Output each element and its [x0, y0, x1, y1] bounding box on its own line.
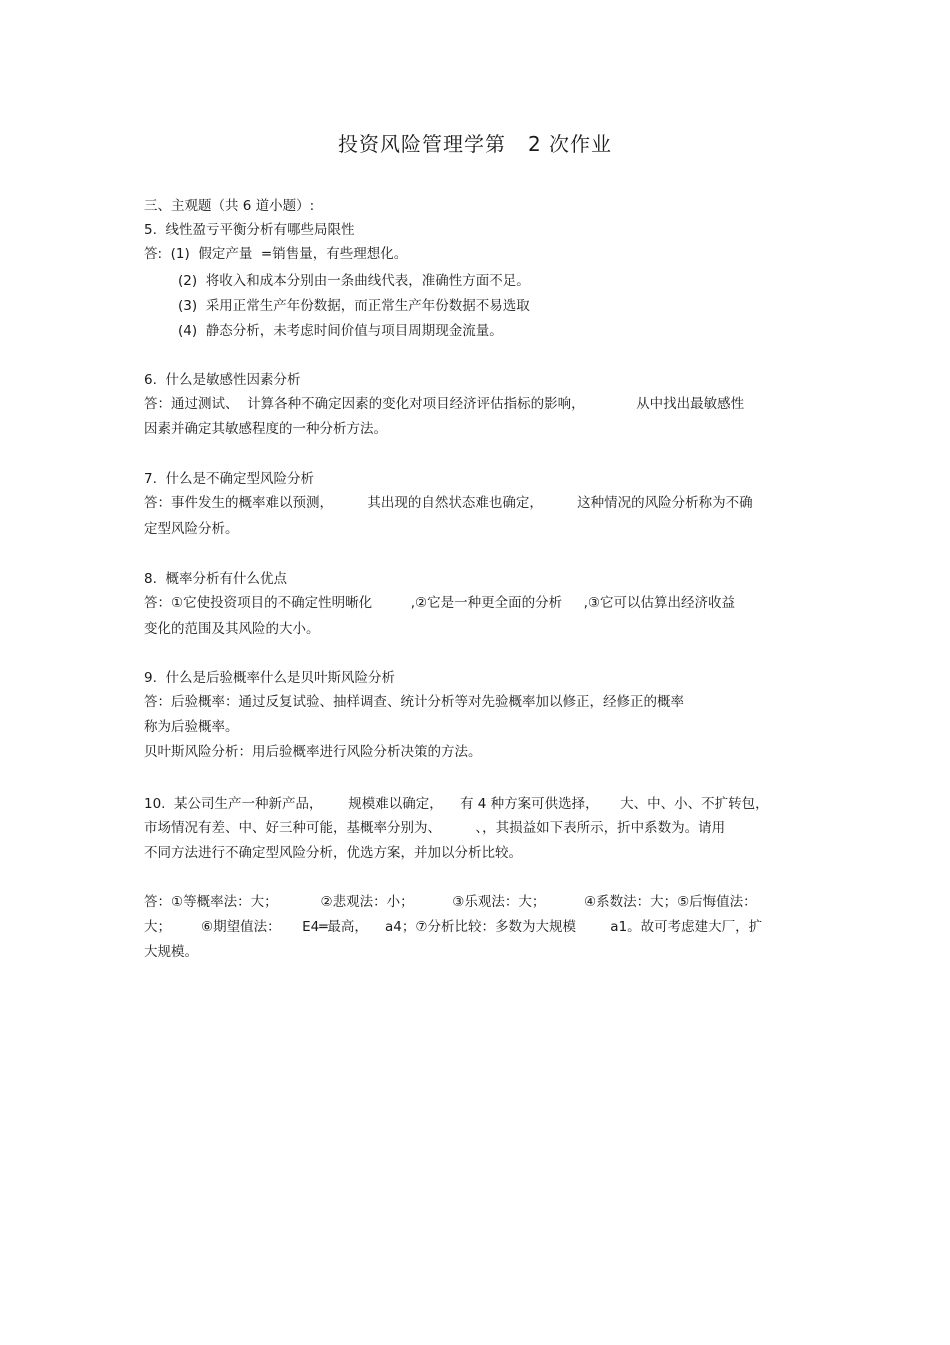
- answer-5-line-1: 答: (1) 假定产量 =销售量，有些理想化。: [144, 246, 408, 262]
- answer-6-line-1: 答：通过测试、 计算各种不确定因素的变化对项目经济评估指标的影响， 从中找出最敏感性: [144, 396, 745, 412]
- section-header: 三、主观题（共 6 道小题）:: [144, 198, 315, 214]
- answer-9-line-1: 答：后验概率：通过反复试验、抽样调查、统计分析等对先验概率加以修正，经修正的概率: [144, 694, 684, 710]
- question-10-line-1: 10. 某公司生产一种新产品， 规模难以确定， 有 4 种方案可供选择， 大、中、小、不扩转包，: [144, 796, 769, 812]
- question-10-line-3: 不同方法进行不确定型风险分析，优选方案，并加以分析比较。: [144, 845, 522, 861]
- question-5: 5. 线性盈亏平衡分析有哪些局限性: [144, 222, 355, 238]
- answer-5-line-2: (2) 将收入和成本分别由一条曲线代表，准确性方面不足。: [178, 273, 530, 289]
- answer-7-line-2: 定型风险分析。: [144, 521, 239, 537]
- question-6: 6. 什么是敏感性因素分析: [144, 372, 301, 388]
- question-9: 9. 什么是后验概率什么是贝叶斯风险分析: [144, 670, 395, 686]
- answer-5-line-4: (4) 静态分析，未考虑时间价值与项目周期现金流量。: [178, 323, 503, 339]
- question-10-line-2: 市场情况有差、中、好三种可能，基概率分别为、 、，其损益如下表所示，折中系数为。请用: [144, 820, 726, 836]
- question-7: 7. 什么是不确定型风险分析: [144, 471, 314, 487]
- answer-9-line-2: 称为后验概率。: [144, 719, 239, 735]
- question-8: 8. 概率分析有什么优点: [144, 571, 287, 587]
- answer-5-line-3: (3) 采用正常生产年份数据，而正常生产年份数据不易选取: [178, 298, 530, 314]
- page-title: [0, 128, 950, 157]
- answer-10-line-3: 大规模。: [144, 944, 198, 960]
- answer-6-line-2: 因素并确定其敏感程度的一种分析方法。: [144, 421, 387, 437]
- title-number: 2 次作业: [527, 132, 613, 156]
- answer-10-line-1: 答：①等概率法：大； ②悲观法：小； ③乐观法：大； ④系数法：大；⑤后悔值法：: [144, 894, 757, 910]
- answer-9-line-3: 贝叶斯风险分析：用后验概率进行风险分析决策的方法。: [144, 744, 482, 760]
- answer-8-line-2: 变化的范围及其风险的大小。: [144, 621, 320, 637]
- title-main: 投资风险管理学第: [337, 132, 506, 156]
- answer-8-line-1: 答：①它使投资项目的不确定性明晰化 ,②它是一种更全面的分析 ,③它可以估算出经济收益: [144, 595, 735, 611]
- answer-7-line-1: 答：事件发生的概率难以预测， 其出现的自然状态难也确定， 这种情况的风险分析称为不确: [144, 495, 753, 511]
- answer-10-line-2: 大； ⑥期望值法： E4═最高， a4；⑦分析比较：多数为大规模 a1。故可考虑建大厂，扩: [144, 919, 763, 935]
